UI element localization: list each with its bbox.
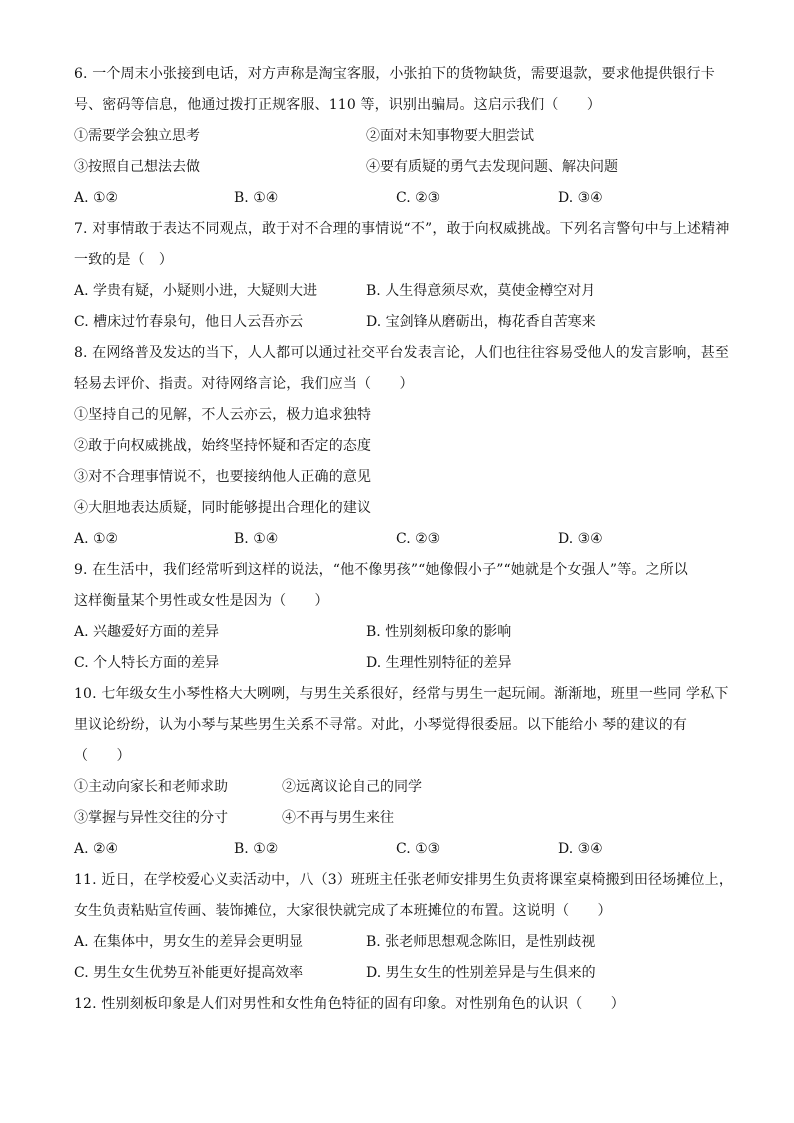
answer-options-row [74, 307, 732, 338]
answer-option-c[interactable]: C. 男生女生优势互补能更好提高效率 [74, 965, 304, 981]
answer-option-a[interactable]: A. 在集体中，男女生的差异会更明显 [74, 934, 304, 950]
answer-option-d[interactable]: D. 男生女生的性别差异是与生俱来的 [366, 965, 596, 981]
question-stem-line: 11. 近日，在学校爱心义卖活动中，八（3）班班主任张老师安排男生负责将课室桌椅搬到田径场摊位上， [74, 872, 733, 888]
answer-option-a[interactable]: A. ②④ [74, 841, 119, 857]
answer-options-row [74, 927, 732, 958]
answer-option-c[interactable]: C. ②③ [396, 531, 441, 547]
statement: ②敢于向权威挑战，始终坚持怀疑和否定的态度 [74, 438, 372, 454]
answer-option-d[interactable]: D. ③④ [558, 531, 603, 547]
question-stem-line: 号、密码等信息，他通过拨打正规客服、110 等，识别出骗局。这启示我们（ ） [74, 97, 602, 113]
question-stem-line: 轻易去评价、指责。对待网络言论，我们应当（ ） [74, 376, 414, 392]
answer-option-d[interactable]: D. ③④ [558, 190, 603, 206]
statement: ④大胆地表达质疑，同时能够提出合理化的建议 [74, 500, 372, 516]
answer-option-a[interactable]: A. 兴趣爱好方面的差异 [74, 624, 220, 640]
question-10 [74, 679, 732, 865]
answer-options [74, 834, 732, 865]
question-stem-line: 女生负责粘贴宣传画、装饰摊位，大家很快就完成了本班摊位的布置。这说明（ ） [74, 903, 612, 919]
statement: ②面对未知事物要大胆尝试 [366, 128, 534, 144]
answer-option-b[interactable]: B. 张老师思想观念陈旧，是性别歧视 [366, 934, 596, 950]
answer-option-a[interactable]: A. 学贵有疑，小疑则小进，大疑则大进 [74, 283, 318, 299]
answer-option-b[interactable]: B. ①② [234, 841, 279, 857]
answer-options [74, 524, 732, 555]
question-stem-line: （ ） [74, 748, 131, 764]
question-stem-line: 6. 一个周末小张接到电话，对方声称是淘宝客服，小张拍下的货物缺货，需要退款，要求他提供银行卡 [74, 66, 715, 82]
question-9 [74, 555, 732, 679]
answer-option-b[interactable]: B. ①④ [234, 531, 279, 547]
question-stem-line: 8. 在网络普及发达的当下，人人都可以通过社交平台发表言论，人们也往往容易受他人的发言影响，甚至 [74, 345, 730, 361]
question-stem-line: 9. 在生活中，我们经常听到这样的说法，“他不像男孩”“她像假小子”“她就是个女强人”等。之所以 [74, 562, 688, 578]
answer-options [74, 183, 732, 214]
statement: ④不再与男生来往 [282, 810, 394, 826]
question-stem-line: 12. 性别刻板印象是人们对男性和女性角色特征的固有印象。对性别角色的认识（ ） [74, 996, 625, 1012]
question-stem-line: 这样衡量某个男性或女性是因为（ ） [74, 593, 329, 609]
statement: ③掌握与异性交往的分寸 [74, 810, 228, 826]
statement: ①坚持自己的见解，不人云亦云，极力追求独特 [74, 407, 372, 423]
answer-option-a[interactable]: A. ①② [74, 190, 119, 206]
answer-option-d[interactable]: D. ③④ [558, 841, 603, 857]
statement-row [74, 152, 732, 183]
answer-option-b[interactable]: B. 人生得意须尽欢，莫使金樽空对月 [366, 283, 596, 299]
statement-row [74, 772, 732, 803]
statement: ①主动向家长和老师求助 [74, 779, 228, 795]
answer-option-d[interactable]: D. 宝剑锋从磨砺出，梅花香自苦寒来 [366, 314, 596, 330]
answer-options-row [74, 648, 732, 679]
statement: ①需要学会独立思考 [74, 128, 200, 144]
answer-option-b[interactable]: B. 性别刻板印象的影响 [366, 624, 512, 640]
statement-row [74, 121, 732, 152]
statement: ③按照自己想法去做 [74, 159, 200, 175]
answer-option-b[interactable]: B. ①④ [234, 190, 279, 206]
question-8 [74, 338, 732, 555]
question-7 [74, 214, 732, 338]
statement: ④要有质疑的勇气去发现问题、解决问题 [366, 159, 618, 175]
question-12 [74, 989, 732, 1020]
answer-options-row [74, 958, 732, 989]
answer-option-c[interactable]: C. 槽床过竹春泉句，他日人云吾亦云 [74, 314, 304, 330]
answer-option-c[interactable]: C. ②③ [396, 190, 441, 206]
answer-option-c[interactable]: C. ①③ [396, 841, 441, 857]
question-stem-line: 里议论纷纷，认为小琴与某些男生关系不寻常。对此，小琴觉得很委屈。以下能给小 琴的建议的有 [74, 717, 688, 733]
question-stem-line: 10. 七年级女生小琴性格大大咧咧，与男生关系很好，经常与男生一起玩闹。渐渐地，班里一些同 学私下 [74, 686, 729, 702]
statement: ②远离议论自己的同学 [282, 779, 422, 795]
question-stem-line: 一致的是（ ） [74, 252, 174, 268]
answer-option-a[interactable]: A. ①② [74, 531, 119, 547]
statement: ③对不合理事情说不，也要接纳他人正确的意见 [74, 469, 372, 485]
statement-row [74, 803, 732, 834]
answer-options-row [74, 617, 732, 648]
answer-option-d[interactable]: D. 生理性别特征的差异 [366, 655, 512, 671]
question-6 [74, 59, 732, 214]
answer-option-c[interactable]: C. 个人特长方面的差异 [74, 655, 220, 671]
question-11 [74, 865, 732, 989]
answer-options-row [74, 276, 732, 307]
question-stem-line: 7. 对事情敢于表达不同观点，敢于对不合理的事情说“不”，敢于向权威挑战。下列名言警句中与上述精神 [74, 221, 730, 237]
